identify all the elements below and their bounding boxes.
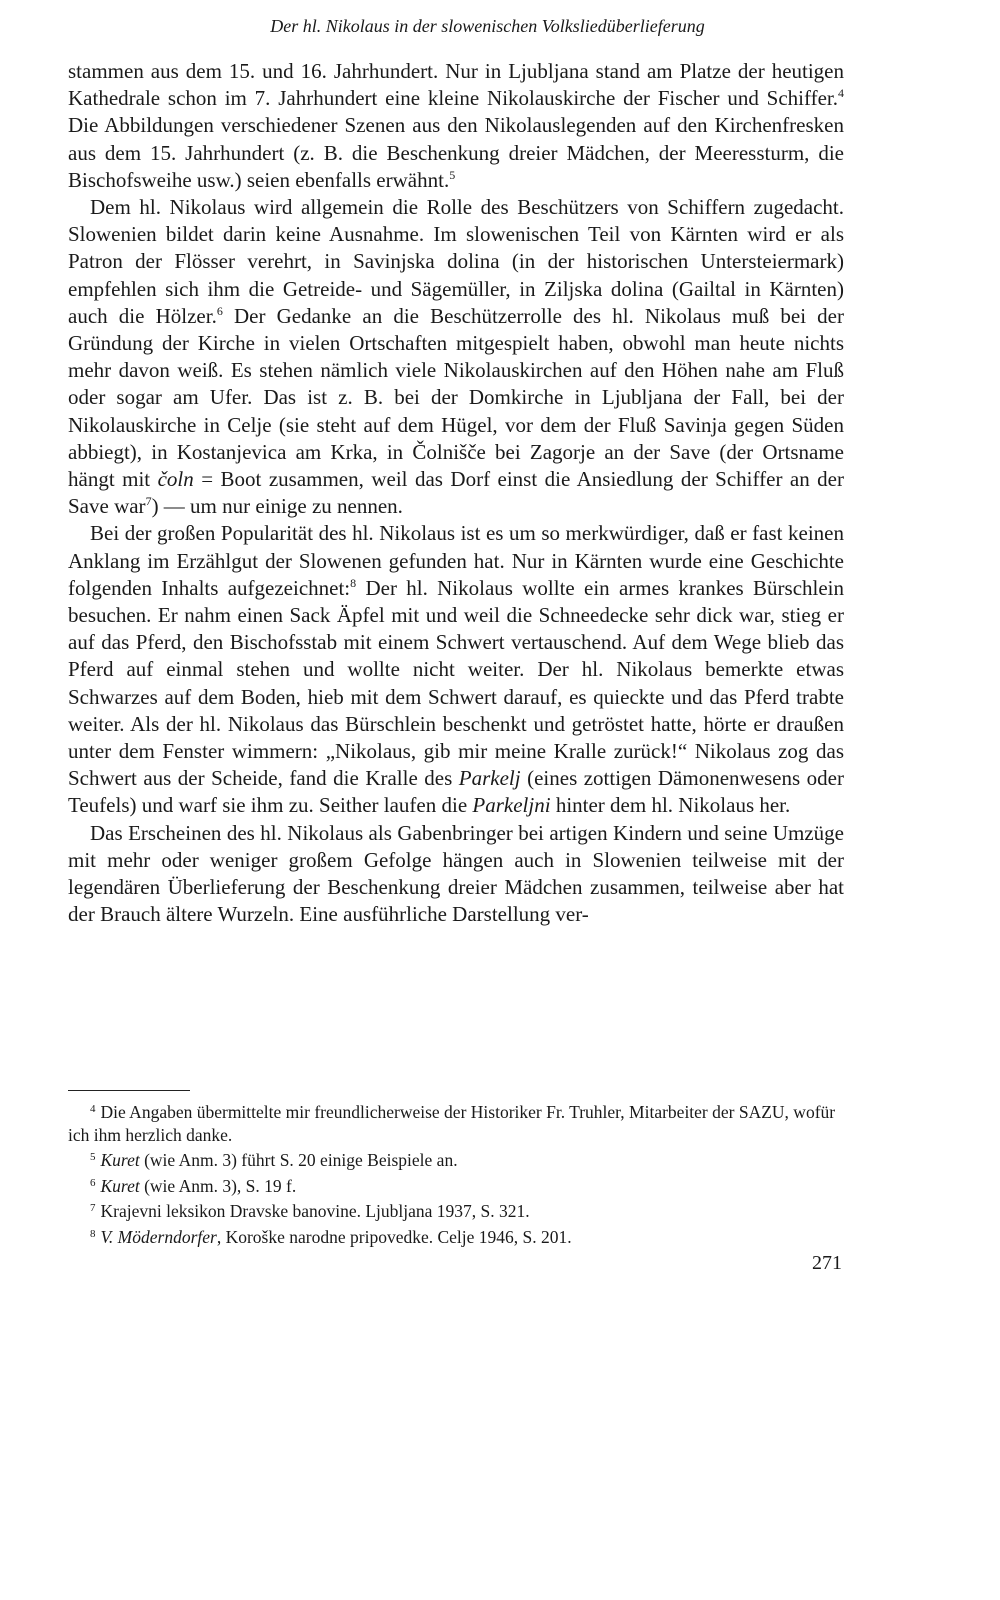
text-run: Der hl. Nikolaus wollte ein armes krankes Bürschlein besuchen. Er nahm einen Sack Äpfel mit und weil die Schneedecke sehr dick war, stieg er auf das Pferd, den Bischofsstab mit einem Schwert vertauschend. Auf dem Wege blieb das Pferd auf einmal stehen und wollte nicht weiter. Der hl. Nikolaus bemerkte etwas Schwarzes auf dem Boden, hieb mit dem Schwert darauf, es quieckte und das Pferd trabte weiter. Als der hl. Nikolaus das Bürschlein beschenkt und getröstet hatte, hörte er draußen unter dem Fenster wimmern: „Nikolaus, gib mir meine Kralle zurück!“ Nikolaus zog das Schwert aus der Scheide, fand die Kralle des	[68, 575, 845, 791]
body-text	[68, 58, 844, 929]
paragraph	[68, 820, 844, 929]
italic-text: Parkelj	[458, 766, 521, 791]
footnote-marker: 8	[350, 575, 357, 590]
text-run: (eines zottigen Dämonenwesens oder Teufels) und warf sie ihm zu. Seither laufen die	[68, 766, 844, 818]
text-run: Dem hl. Nikolaus wird allgemein die Rolle des Beschützers von Schiffern zugedacht. Slowenien bildet darin keine Ausnahme. Im slowenischen Teil von Kärnten wird er als Patron der Flösser verehrt, in Savinjska dolina (in der historischen Untersteiermark) empfehlen sich ihm die Getreide- und Sägemüller, in Ziljska dolina (Gailtal in Kärnten) auch die Hölzer.	[68, 195, 844, 328]
text-run: Die Angaben übermittelte mir freundlicherweise der Historiker Fr. Truhler, Mitarbeiter der SAZU, wofür ich ihm herzlich danke.	[68, 1102, 836, 1145]
footnotes	[68, 1098, 844, 1249]
italic-text: V. Möderndorfer	[100, 1226, 217, 1247]
footnote-number: 7	[90, 1202, 96, 1215]
footnote-marker: 7	[145, 494, 152, 509]
paragraph	[68, 58, 844, 194]
paragraph	[68, 520, 844, 819]
text-run: (wie Anm. 3) führt S. 20 einige Beispiele an.	[139, 1150, 458, 1171]
italic-text: Kuret	[100, 1150, 140, 1171]
footnote	[68, 1146, 844, 1172]
italic-text: Parkeljni	[472, 793, 551, 818]
footnote-marker: 5	[449, 167, 456, 182]
text-run: ) — um nur einige zu nennen.	[151, 494, 403, 519]
footnote-marker: 4	[838, 86, 844, 101]
footnote-number: 6	[90, 1176, 96, 1189]
running-head: Der hl. Nikolaus in der slowenischen Volksliedüberlieferung	[270, 16, 705, 36]
footnote-number: 8	[90, 1227, 96, 1240]
italic-text: Kuret	[100, 1175, 140, 1196]
footnote	[68, 1098, 844, 1146]
text-run: = Boot zusammen, weil das Dorf einst die Ansiedlung der Schiffer an der Save war	[68, 467, 844, 519]
page-number: 271	[812, 1252, 842, 1274]
text-run: stammen aus dem 15. und 16. Jahrhundert. Nur in Ljubljana stand am Platze der heutigen Kathedrale schon im 7. Jahrhundert eine kleine Nikolauskirche der Fischer und Schiffer.	[68, 59, 844, 111]
footnote-marker: 6	[216, 303, 223, 318]
footnote	[68, 1197, 844, 1223]
footnote	[68, 1172, 844, 1198]
text-run: Bei der großen Popularität des hl. Nikolaus ist es um so merkwürdiger, daß er fast keinen Anklang im Erzählgut der Slowenen gefunden hat. Nur in Kärnten wurde eine Geschichte folgenden Inhalts aufgezeichnet:	[68, 521, 844, 600]
footnote-number: 4	[90, 1103, 96, 1115]
text-run: hinter dem hl. Nikolaus her.	[550, 793, 791, 818]
text-run: Der Gedanke an die Beschützerrolle des hl. Nikolaus muß bei der Gründung der Kirche in vielen Ortschaften mitgespielt haben, obwohl man heute nichts mehr davon weiß. Es stehen nämlich viele Nikolauskirchen auf den Höhen nahe am Fluß oder sogar am Ufer. Das ist z. B. bei der Domkirche in Ljubljana der Fall, bei der Nikolauskirche in Celje (sie steht auf dem Hügel, vor dem der Fluß Savinja gegen Süden abbiegt), in Kostanjevica am Krka, in Čolnišče bei Zagorje an der Save (der Ortsname hängt mit	[68, 303, 844, 492]
italic-text: čoln	[157, 467, 194, 492]
paragraph	[68, 194, 844, 520]
text-run: , Koroške narodne pripovedke. Celje 1946, S. 201.	[216, 1226, 572, 1247]
text-run: Die Abbildungen verschiedener Szenen aus den Nikolauslegenden auf den Kirchenfresken aus dem 15. Jahrhundert (z. B. die Beschenkung dreier Mädchen, der Meeressturm, die Bischofsweihe usw.) seien ebenfalls erwähnt.	[68, 113, 844, 192]
text-run: Krajevni leksikon Dravske banovine. Ljubljana 1937, S. 321.	[100, 1201, 530, 1222]
footnote-divider	[68, 1090, 190, 1091]
text-run: (wie Anm. 3), S. 19 f.	[139, 1175, 297, 1196]
footnote	[68, 1223, 844, 1249]
footnote-number: 5	[90, 1151, 96, 1164]
text-run: Das Erscheinen des hl. Nikolaus als Gabenbringer bei artigen Kindern und seine Umzüge mit mehr oder weniger großem Gefolge hängen auch in Slowenien teilweise mit der legendären Überlieferung der Beschenkung dreier Mädchen zusammen, teilweise aber hat der Brauch ältere Wurzeln. Eine ausführliche Darstellung ver-	[68, 820, 844, 927]
